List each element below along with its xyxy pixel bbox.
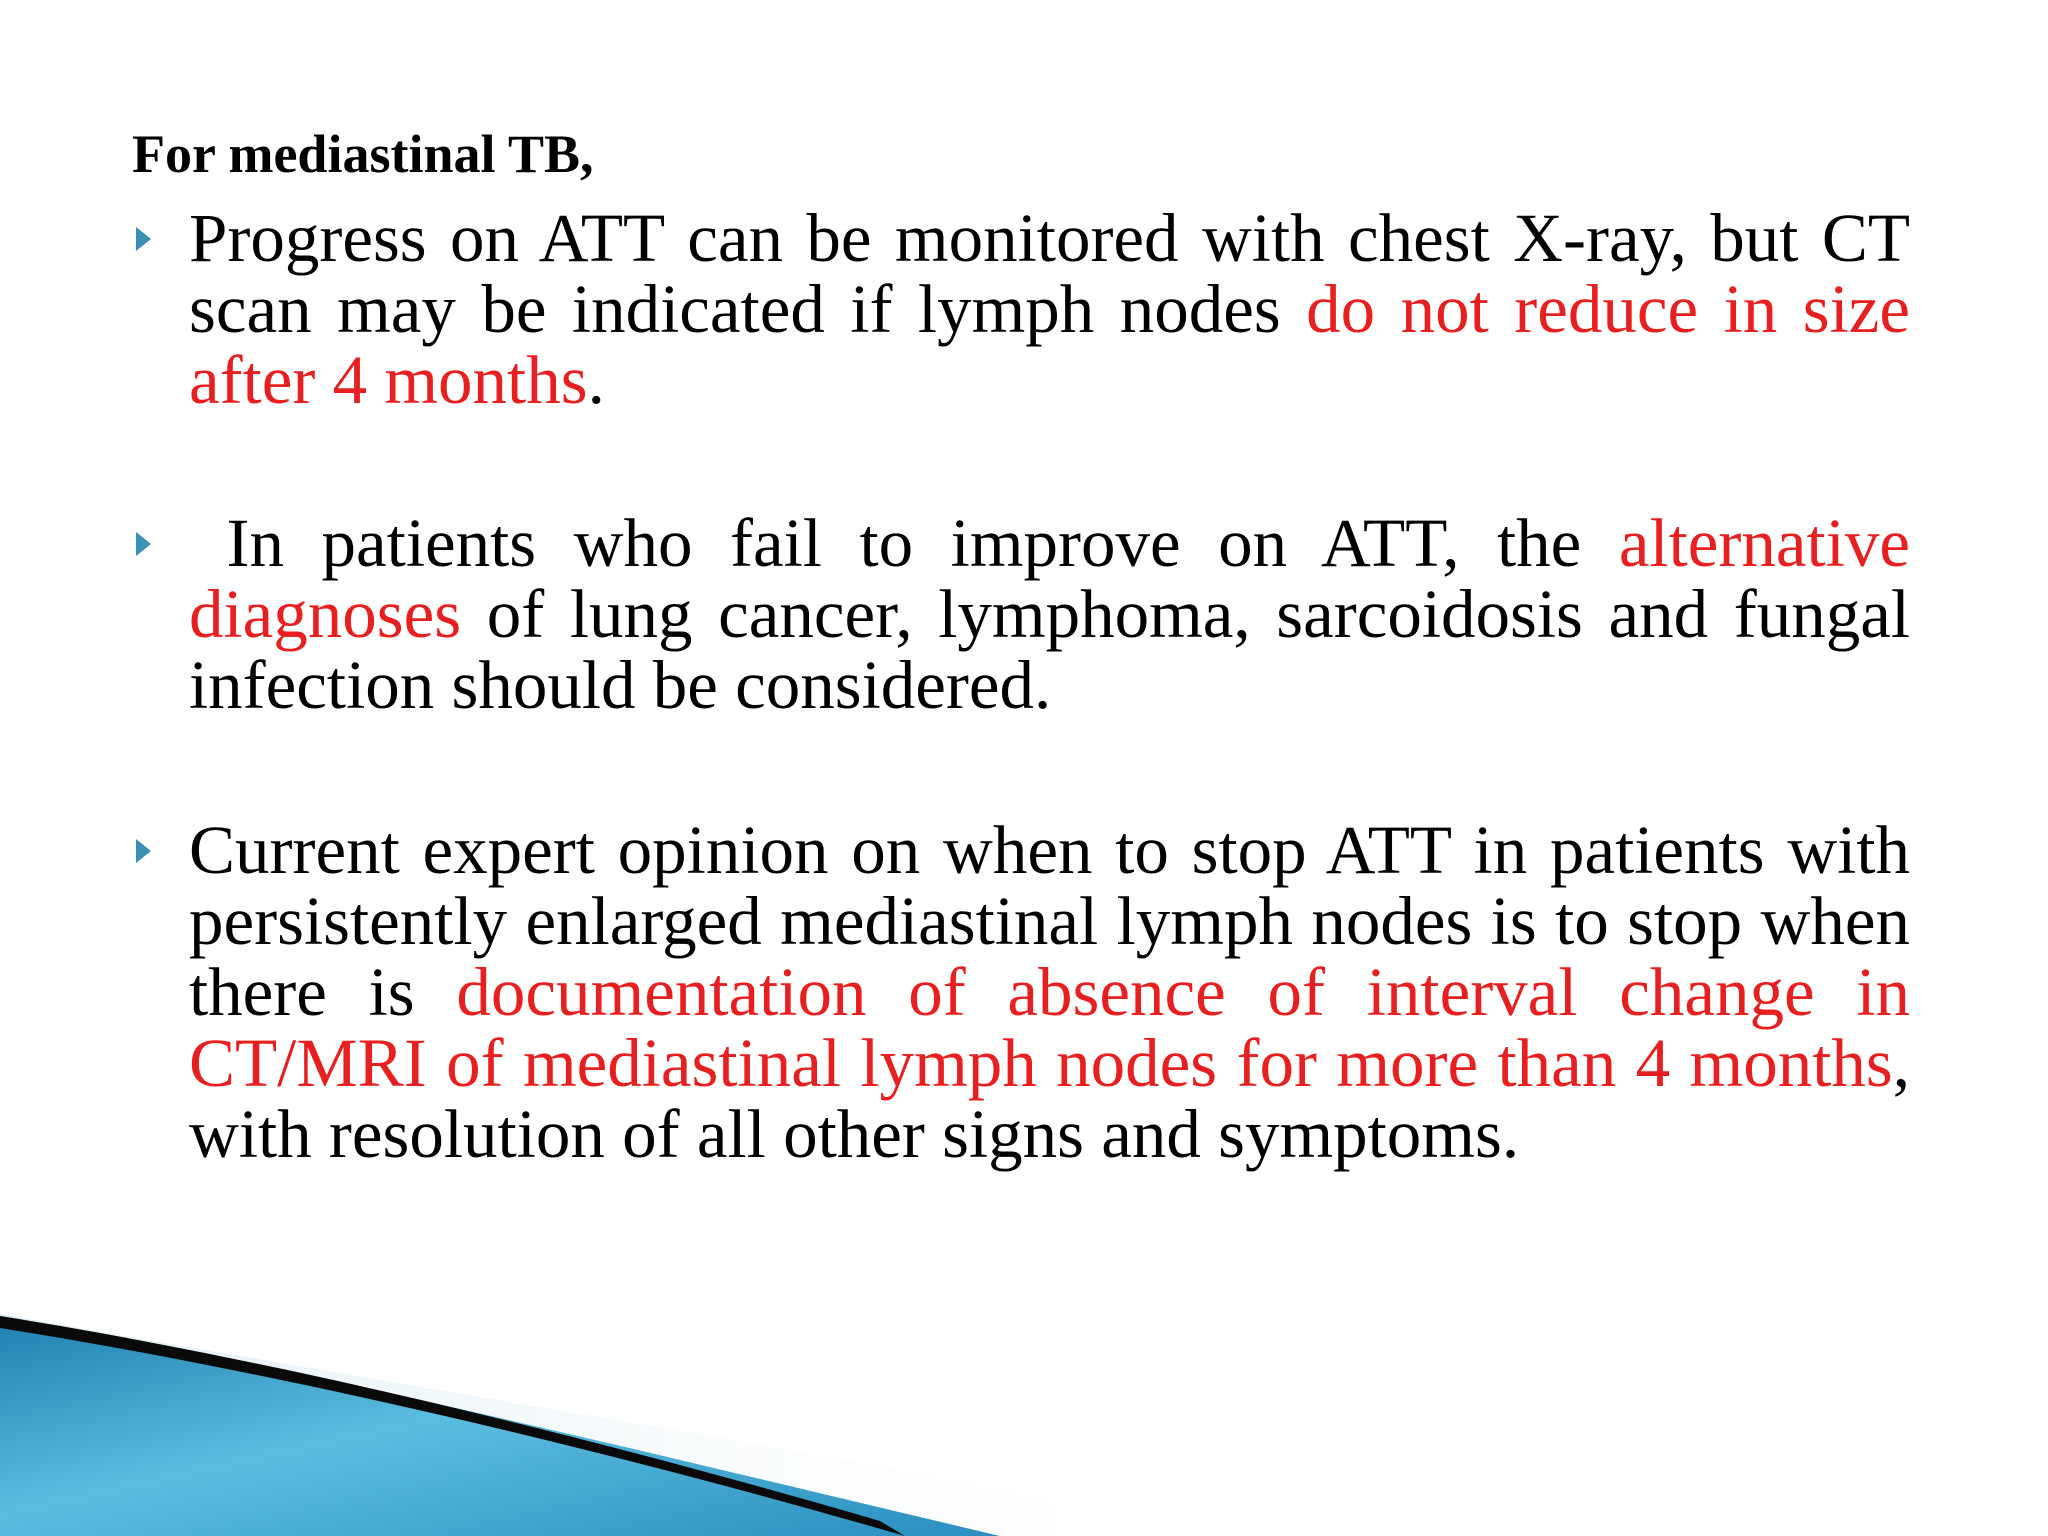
triangle-right-icon (136, 839, 151, 863)
bullet-text-3 (189, 812, 1911, 1172)
bullet-3-segment-1: Current expert opinion on when to stop ATT in patients with persistently enlarged mediastinal lymph nodes is to stop when there is (189, 812, 1910, 1030)
slide-heading: For mediastinal TB, (132, 124, 594, 184)
bullet-3-highlight: documentation of absence of interval change in CT/MRI of mediastinal lymph nodes for more than 4 months (189, 954, 1911, 1101)
bullet-1-segment-3: . (587, 342, 605, 418)
triangle-right-icon (136, 532, 151, 556)
bullet-3-segment-3: , with resolution of all other signs and symptoms. (189, 1025, 1910, 1172)
bullet-text-2 (189, 505, 1910, 723)
bullet-text-1 (189, 200, 1910, 418)
bullet-2-segment-3: of lung cancer, lymphoma, sarcoidosis and fungal infection should be considered. (189, 576, 1910, 723)
bullet-2-segment-1: In patients who fail to improve on ATT, the (189, 505, 1619, 581)
bullet-1-highlight: do not reduce in size after 4 months (189, 271, 1910, 418)
bullet-2-highlight: alternative diagnoses (189, 505, 1910, 652)
triangle-right-icon (136, 227, 151, 251)
decorative-wave (0, 1276, 2048, 1536)
bullet-1-segment-1: Progress on ATT can be monitored with chest X-ray, but CT scan may be indicated if lymph nodes (189, 200, 1910, 347)
